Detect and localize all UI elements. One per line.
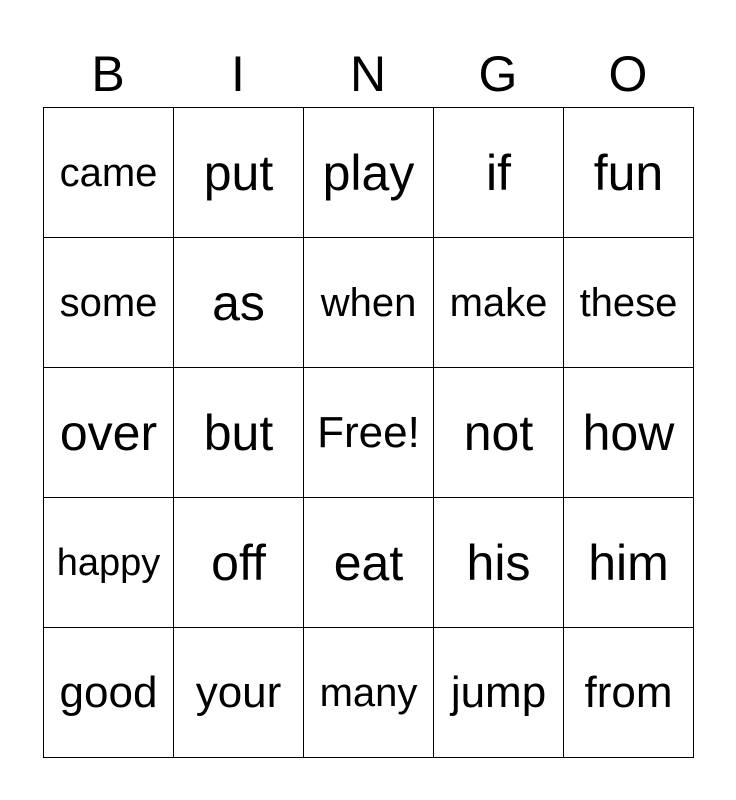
bingo-cell: good (44, 628, 174, 758)
bingo-cell: over (44, 368, 174, 498)
header-letter-b: B (91, 46, 125, 102)
bingo-cell: him (564, 498, 694, 628)
header-letter-o: O (608, 46, 648, 102)
bingo-cell: play (304, 108, 434, 238)
header-letter-i: I (231, 46, 245, 102)
bingo-cell: his (434, 498, 564, 628)
bingo-cell: as (174, 238, 304, 368)
bingo-cell: these (564, 238, 694, 368)
bingo-cell: how (564, 368, 694, 498)
bingo-cell: fun (564, 108, 694, 238)
bingo-cell: but (174, 368, 304, 498)
bingo-cell: came (44, 108, 174, 238)
header-letter-g: G (478, 46, 518, 102)
bingo-cell: happy (44, 498, 174, 628)
bingo-free-space: Free! (304, 368, 434, 498)
bingo-cell: jump (434, 628, 564, 758)
bingo-cell: many (304, 628, 434, 758)
bingo-cell: some (44, 238, 174, 368)
bingo-cell: off (174, 498, 304, 628)
bingo-cell: if (434, 108, 564, 238)
bingo-cell: put (174, 108, 304, 238)
bingo-header (43, 42, 693, 106)
bingo-cell: not (434, 368, 564, 498)
bingo-cell: from (564, 628, 694, 758)
bingo-card (43, 107, 694, 758)
bingo-cell: make (434, 238, 564, 368)
bingo-cell: your (174, 628, 304, 758)
bingo-cell: eat (304, 498, 434, 628)
bingo-cell: when (304, 238, 434, 368)
header-letter-n: N (349, 46, 387, 102)
